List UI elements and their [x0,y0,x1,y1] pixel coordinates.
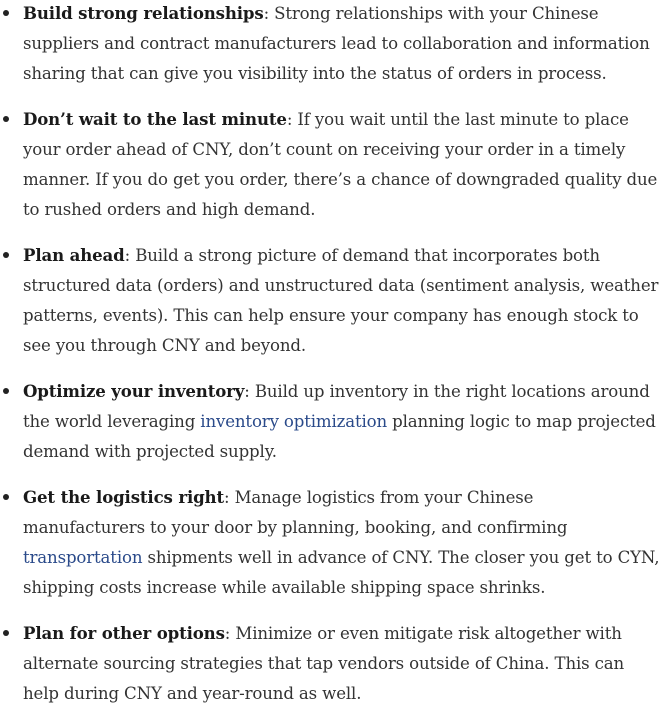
item-text-after: shipments well in advance of CNY. The closer you get to CYN, shipping costs increase while available shipping space shrinks. [23,548,660,597]
item-text: Minimize or even mitigate risk altogether with alternate sourcing strategies that tap vendors outside of China. This can help during CNY and year-round as well. [23,624,625,703]
item-separator: : [224,624,236,643]
list-item [0,0,664,89]
item-separator: : [286,110,298,129]
list-item [0,482,664,603]
list-item [0,240,664,361]
item-term: Get the logistics right [23,487,224,507]
list-item [0,618,664,709]
item-term: Build strong relationships [23,3,264,23]
item-term: Don’t wait to the last minute [23,109,287,129]
bullet-icon [3,494,9,500]
bullet-icon [3,630,9,636]
item-separator: : [124,246,136,265]
item-text: If you wait until the last minute to place your order ahead of CNY, don’t count on receiving your order in a timely manner. If you do get you order, there’s a chance of downgraded quality due to rushed orders and high demand. [23,110,658,219]
item-text-before: Build up inventory in the right locations around the world leveraging [23,382,650,431]
bullet-icon [3,388,9,394]
inventory-optimization-link[interactable]: inventory optimization [200,412,388,431]
bullet-icon [3,10,9,16]
item-separator: : [263,4,275,23]
transportation-link[interactable]: transportation [23,548,143,567]
item-term: Optimize your inventory [23,381,245,401]
item-separator: : [223,488,235,507]
item-text: Strong relationships with your Chinese suppliers and contract manufacturers lead to collaboration and information sharing that can give you visibility into the status of orders in process. [23,4,650,83]
list-item [0,104,664,225]
item-text-before: Manage logistics from your Chinese manufacturers to your door by planning, booking, and confirming [23,488,568,537]
item-term: Plan ahead [23,245,125,265]
item-text-after: planning logic to map projected demand with projected supply. [23,412,656,461]
item-term: Plan for other options [23,623,225,643]
item-text: Build a strong picture of demand that incorporates both structured data (orders) and unstructured data (sentiment analysis, weather patterns, events). This can help ensure your company has enough stock to see you through CNY and beyond. [23,246,659,355]
bullet-icon [3,252,9,258]
item-separator: : [244,382,255,401]
list-item [0,376,664,467]
bullet-icon [3,116,9,122]
